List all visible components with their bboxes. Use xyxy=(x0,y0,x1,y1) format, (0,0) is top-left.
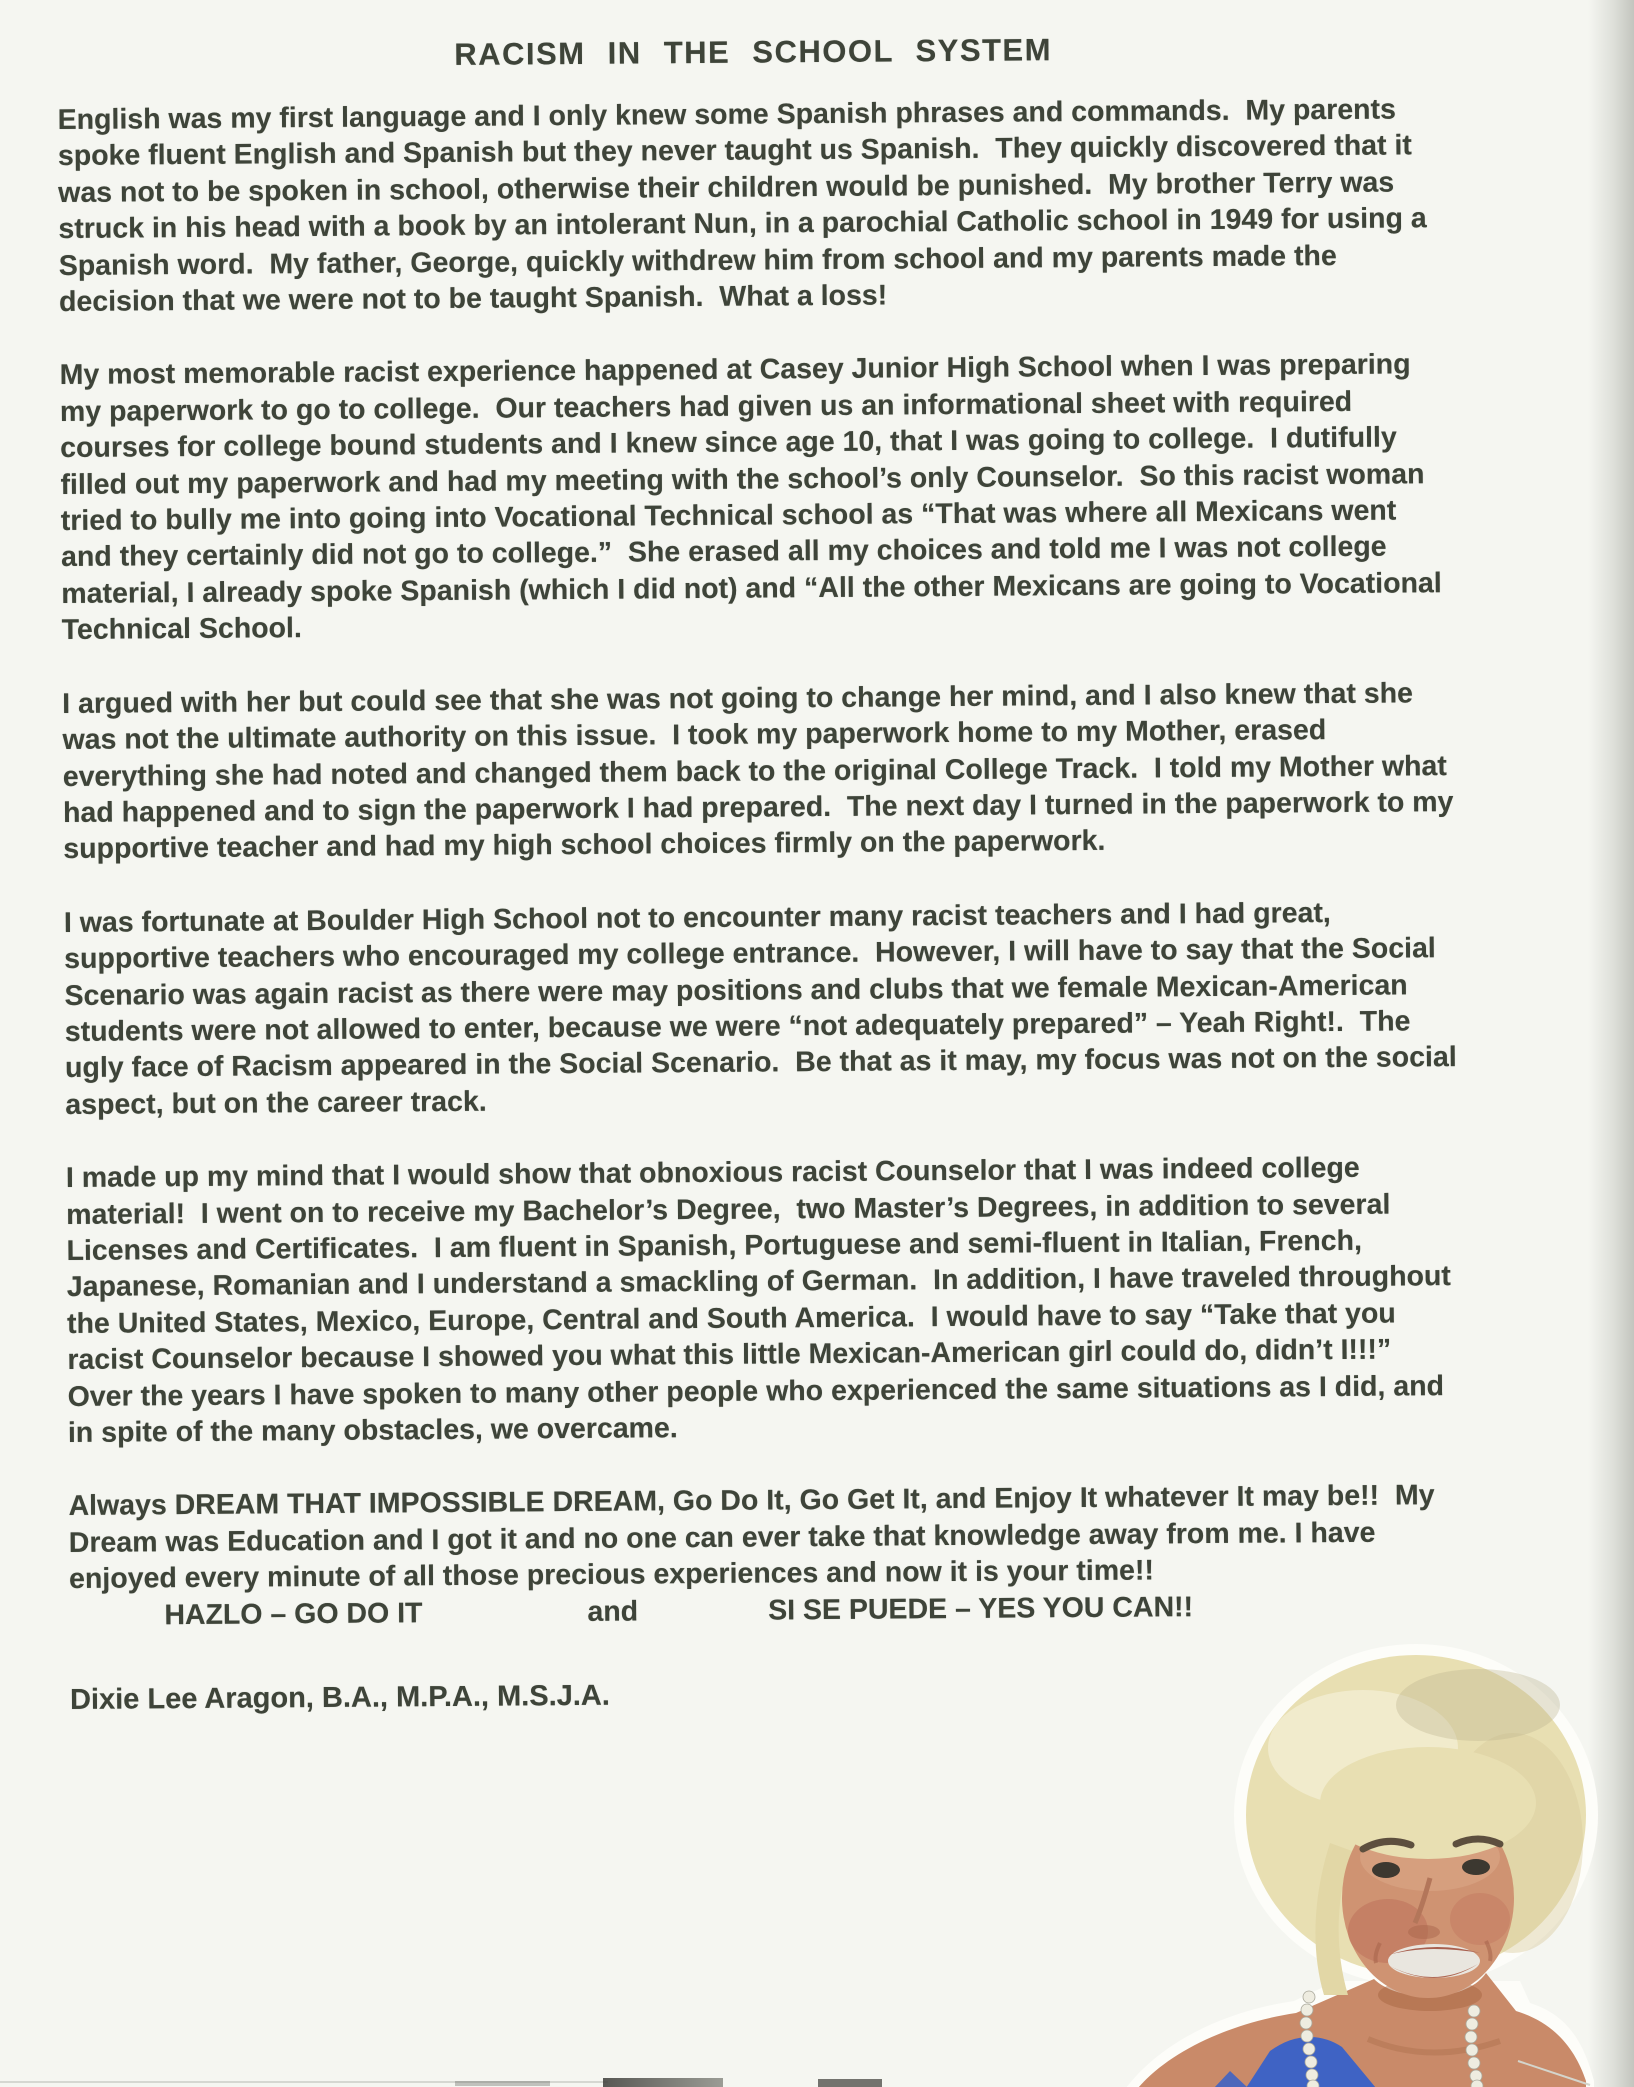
scan-artifact-bar-2 xyxy=(603,2078,723,2087)
paragraph-degrees-and-travel: I made up my mind that I would show that obnoxious racist Counselor that I was indeed college material! I went on to receive my Bachelor’s Degree, two Master’s Degrees, in addition to several Licenses and Certificates. I am fluent in Spanish, Portuguese and semi-fluent in Italian, French, Japanese, Romanian and I understand a smackling of German. In addition, I have traveled throughout the United States, Mexico, Europe, Central and South America. I would have to say “Take that you racist Counselor because I showed you what this little Mexican-American girl could do, didn’t I!!!” Over the years I have spoken to many other people who experienced the same situations as I did, and in spite of the many obstacles, we overcame. xyxy=(65,1151,1459,1449)
paragraph-first-language: English was my first language and I only knew some Spanish phrases and commands. My parents spoke fluent English and Spanish but they never taught us Spanish. They quickly discovered that it was not to be spoken in school, otherwise their children would be punished. My brother Terry was struck in his head with a book by an intolerant Nun, in a parochial Catholic school in 1949 for using a Spanish word. My father, George, quickly withdrew him from school and my parents made the decision that we were not to be taught Spanish. What a loss! xyxy=(57,93,1435,319)
paragraph-impossible-dream: Always DREAM THAT IMPOSSIBLE DREAM, Go Do It, Go Get It, and Enjoy It whatever It may be!! My Dream was Education and I got it and no one can ever take that knowledge away from me. I have enjoyed every minute of all those precious experiences and now it is your time!! xyxy=(68,1479,1443,1596)
document-text-block xyxy=(57,29,1465,1718)
slogan-and: and xyxy=(587,1595,639,1628)
scan-artifact-bar-1 xyxy=(455,2081,550,2086)
paragraph-boulder-high-school: I was fortunate at Boulder High School not to encounter many racist teachers and I had great, supportive teachers who encouraged my college entrance. However, I will have to say that the Social Scenario was again racist as there were may positions and clubs that we female Mexican-American students were not allowed to enter, because we were “not adequately prepared” – Yeah Right!. The ugly face of Racism appeared in the Social Scenario. Be that as it may, my focus was not on the social aspect, but on the career track. xyxy=(63,896,1465,1121)
paragraph-argued-college-track: I argued with her but could see that she was not going to change her mind, and I also knew that she was not the ultimate authority on this issue. I took my paperwork home to my Mother, erased everything she had noted and changed them back to the original College Track. I told my Mother what had happened and to sign the paperwork I had prepared. The next day I turned in the paperwork to my supportive teacher and had my high school choices firmly on the paperwork. xyxy=(62,676,1462,866)
scan-artifact-bar-3 xyxy=(818,2079,882,2087)
slogan-si-se-puede: SI SE PUEDE – YES YOU CAN!! xyxy=(767,1590,1194,1627)
author-byline: Dixie Lee Aragon, B.A., M.P.A., M.S.J.A. xyxy=(69,1679,610,1716)
paragraph-junior-high-counselor: My most memorable racist experience happened at Casey Junior High School when I was preparing my paperwork to go to college. Our teachers had given us an informational sheet with required courses for college bound students and I knew since age 10, that I was going to college. I dutifully filled out my paperwork and had my meeting with the school’s only Counselor. So this racist woman tried to bully me into going into Vocational Technical school as “That was where all Mexicans went and they certainly did not go to college.” She erased all my choices and told me I was not college material, I already spoke Spanish (which I did not) and “All the other Mexicans are going to Vocational Technical School. xyxy=(59,348,1450,647)
portrait-illustration xyxy=(1118,1643,1598,2087)
slogan-hazlo: HAZLO – GO DO IT xyxy=(164,1596,423,1631)
document-title: RACISM IN THE SCHOOL SYSTEM xyxy=(454,32,1053,72)
portrait-photo xyxy=(1118,1643,1598,2087)
